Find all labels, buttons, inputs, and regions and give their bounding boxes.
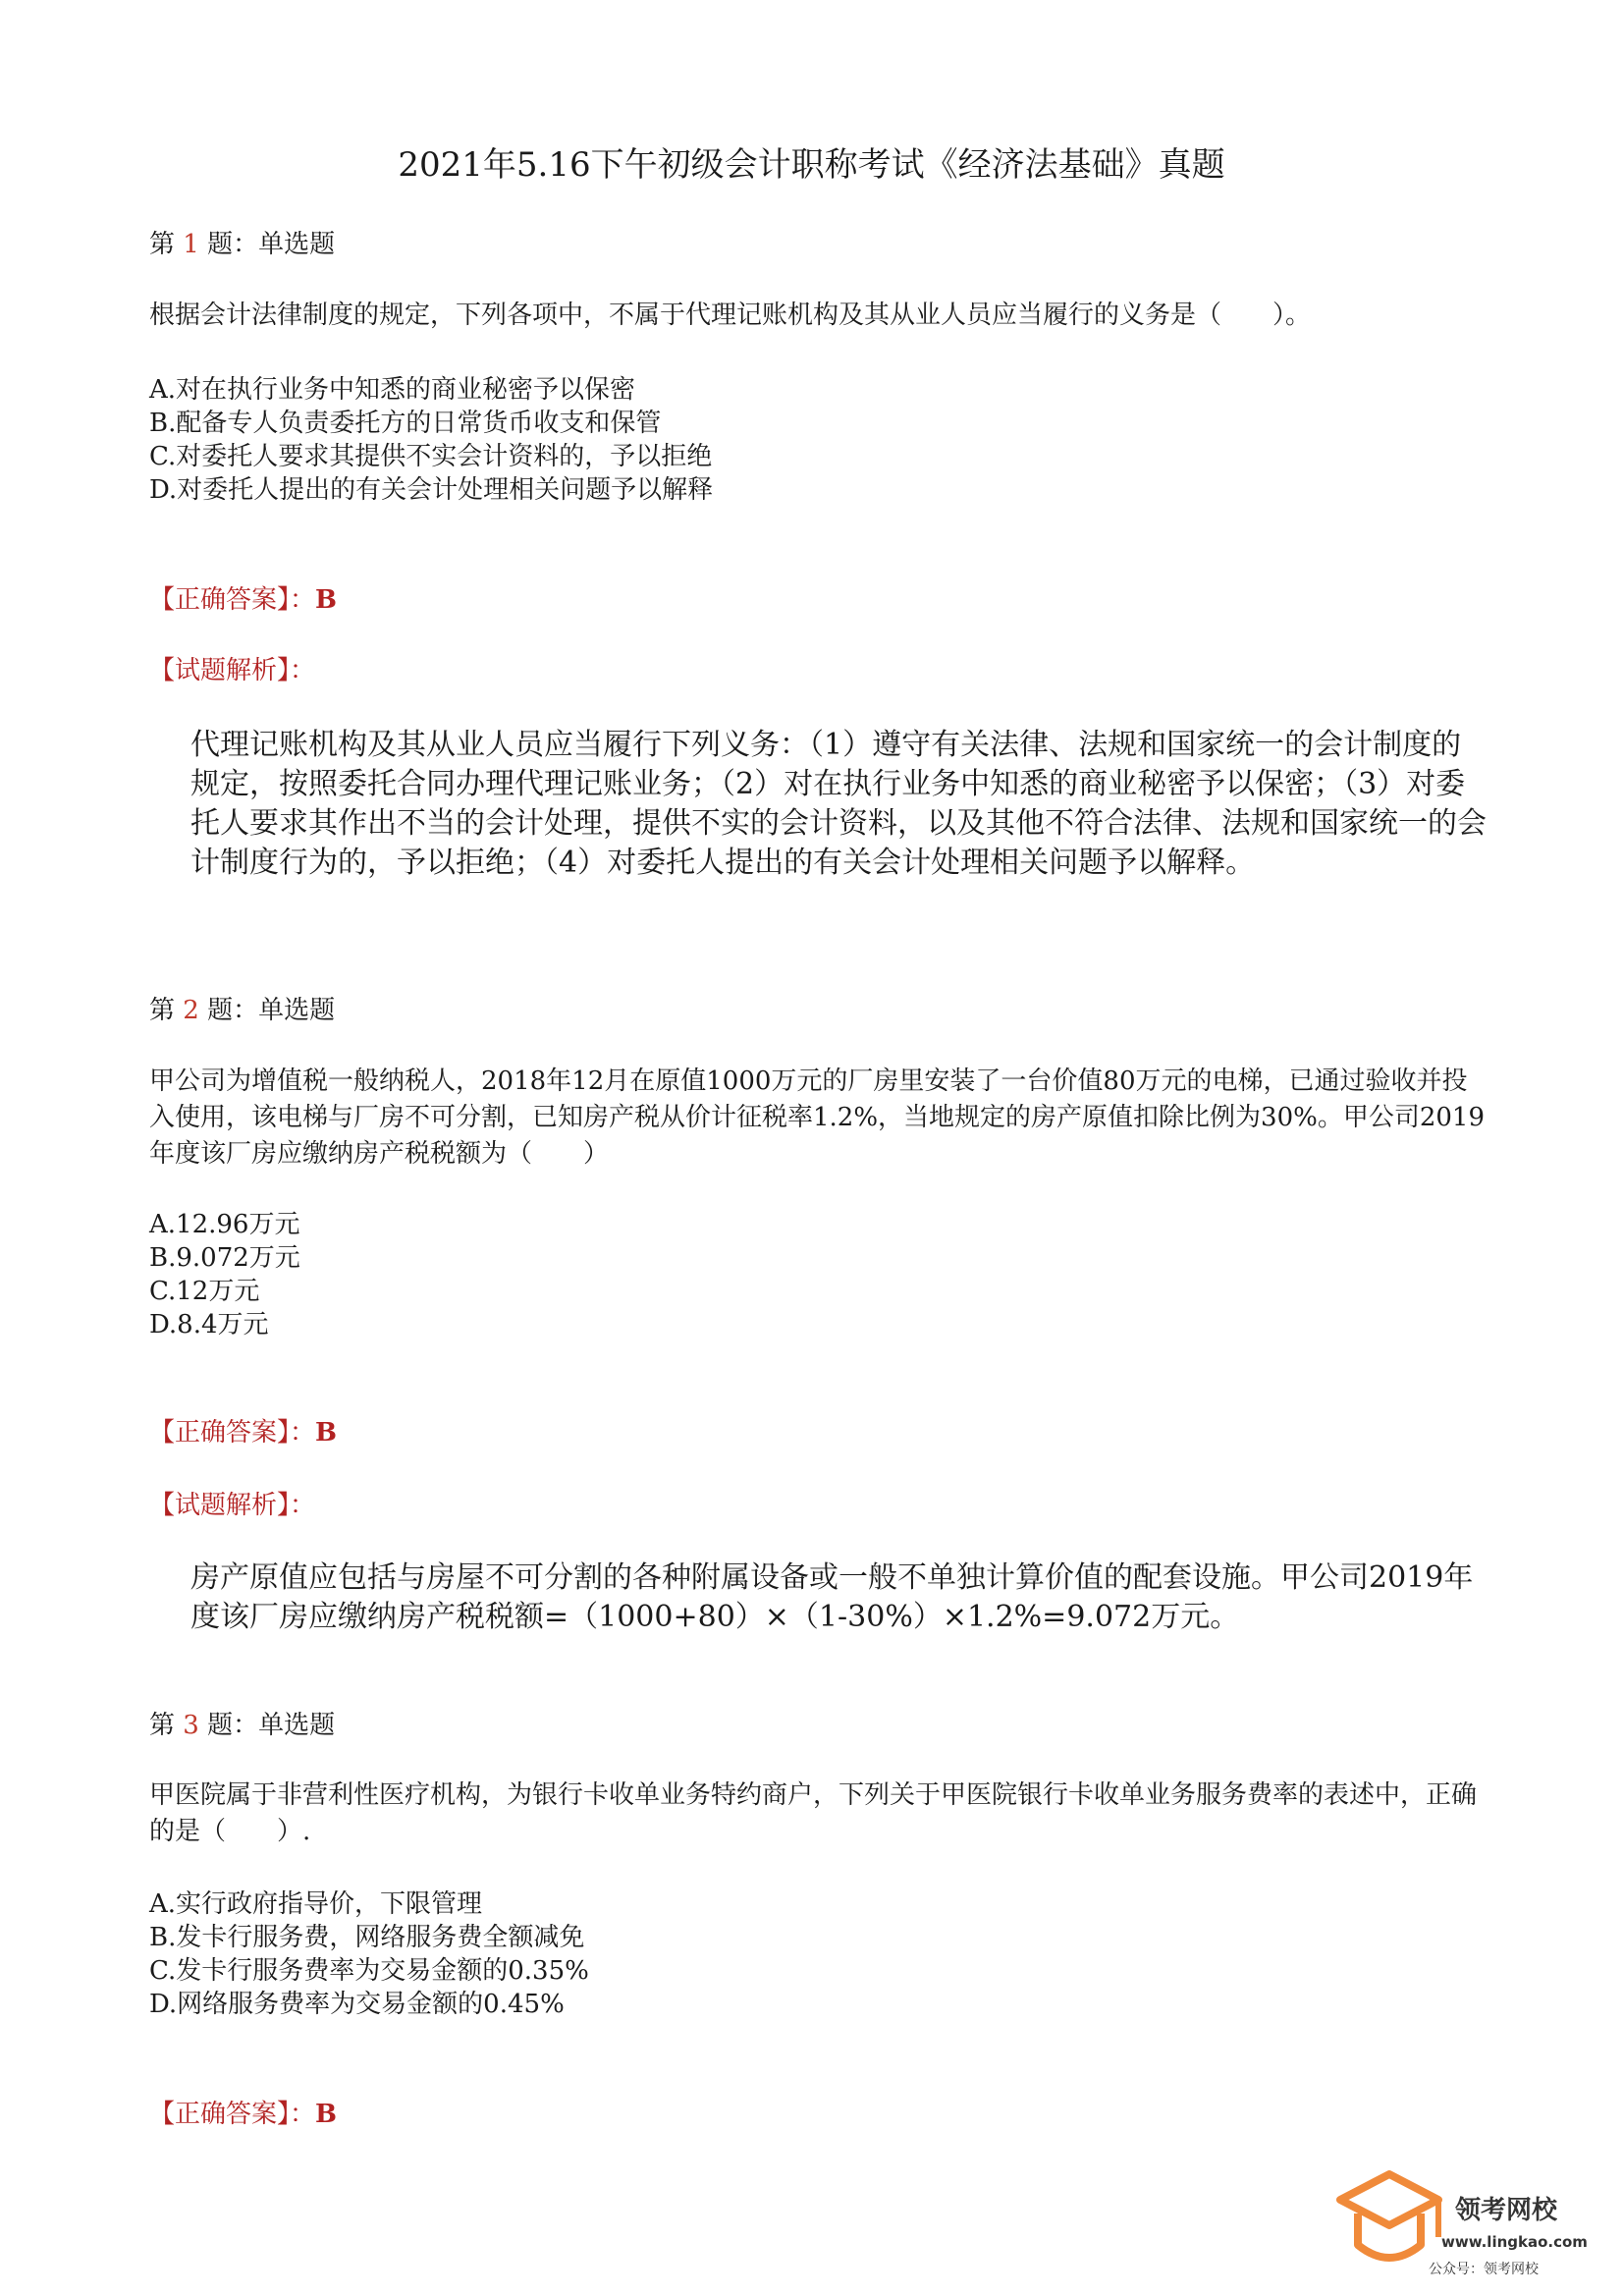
question-3-options <box>149 1887 589 2021</box>
question-2-stem: 甲公司为增值税一般纳税人，2018年12月在原值1000万元的厂房里安装了一台价值80万元的电梯，已通过验收并投入使用，该电梯与厂房不可分割，已知房产税从价计征税率1.2%，当地规定的房产原值扣除比例为30%。甲公司2019年度该厂房应缴纳房产税税额为（ ） <box>149 1066 1486 1169</box>
question-3-answer <box>149 2098 337 2131</box>
question-1-options <box>149 373 713 507</box>
watermark-url: www.lingkao.com <box>1441 2233 1588 2251</box>
question-1-stem: 根据会计法律制度的规定，下列各项中，不属于代理记账机构及其从业人员应当履行的义务是（ ）。 <box>149 301 1312 330</box>
answer-value: B <box>315 2100 337 2129</box>
option-c: C.对委托人要求其提供不实会计资料的，予以拒绝 <box>149 442 713 471</box>
question-2-options <box>149 1208 300 1341</box>
watermark-name: 领考网校 <box>1455 2196 1558 2225</box>
question-1-analysis: 代理记账机构及其从业人员应当履行下列义务：（1）遵守有关法律、法规和国家统一的会计制度的规定，按照委托合同办理代理记账业务；（2）对在执行业务中知悉的商业秘密予以保密；（3）对委托人要求其作出不当的会计处理，提供不实的会计资料，以及其他不符合法律、法规和国家统一的会计制度行为的，予以拒绝；（4）对委托人提出的有关会计处理相关问题予以解释。 <box>190 728 1487 880</box>
question-1-header <box>149 228 335 261</box>
watermark-wechat: 公众号：领考网校 <box>1429 2262 1539 2277</box>
question-2-analysis-label: 【试题解析】： <box>149 1491 316 1520</box>
document-title: 2021年5.16下午初级会计职称考试《经济法基础》真题 <box>398 145 1225 185</box>
answer-label: 【正确答案】： <box>149 2100 316 2129</box>
option-b: B.发卡行服务费，网络服务费全额减免 <box>149 1923 585 1952</box>
answer-value: B <box>315 1418 337 1448</box>
question-3-stem: 甲医院属于非营利性医疗机构，为银行卡收单业务特约商户，下列关于甲医院银行卡收单业务服务费率的表述中，正确的是（ ）. <box>149 1780 1478 1846</box>
question-2-answer <box>149 1416 337 1449</box>
question-1-analysis-label: 【试题解析】： <box>149 656 316 685</box>
answer-label: 【正确答案】： <box>149 1418 316 1448</box>
question-prefix: 第 <box>149 996 176 1025</box>
option-c: C.发卡行服务费率为交易金额的0.35% <box>149 1956 589 1986</box>
question-prefix: 第 <box>149 230 176 259</box>
question-type: 题：单选题 <box>207 230 336 259</box>
question-number: 2 <box>183 996 199 1025</box>
option-a: A.12.96万元 <box>149 1210 300 1239</box>
option-d: D.8.4万元 <box>149 1310 269 1339</box>
answer-value: B <box>315 585 337 615</box>
question-3-header <box>149 1709 335 1742</box>
question-1-answer <box>149 583 337 617</box>
question-type: 题：单选题 <box>207 1711 336 1740</box>
question-2-header <box>149 994 335 1027</box>
option-d: D.网络服务费率为交易金额的0.45% <box>149 1990 565 2019</box>
option-c: C.12万元 <box>149 1277 260 1306</box>
question-number: 3 <box>183 1711 199 1740</box>
option-a: A.实行政府指导价，下限管理 <box>149 1889 483 1919</box>
question-2-analysis: 房产原值应包括与房屋不可分割的各种附属设备或一般不单独计算价值的配套设施。甲公司2019年度该厂房应缴纳房产税税额=（1000+80）×（1-30%）×1.2%=9.072万元。 <box>190 1560 1474 1634</box>
question-type: 题：单选题 <box>207 996 336 1025</box>
option-b: B.9.072万元 <box>149 1243 300 1273</box>
option-a: A.对在执行业务中知悉的商业秘密予以保密 <box>149 375 636 405</box>
option-b: B.配备专人负责委托方的日常货币收支和保管 <box>149 409 662 438</box>
option-d: D.对委托人提出的有关会计处理相关问题予以解释 <box>149 475 714 505</box>
question-prefix: 第 <box>149 1711 176 1740</box>
question-number: 1 <box>183 230 199 259</box>
answer-label: 【正确答案】： <box>149 585 316 615</box>
